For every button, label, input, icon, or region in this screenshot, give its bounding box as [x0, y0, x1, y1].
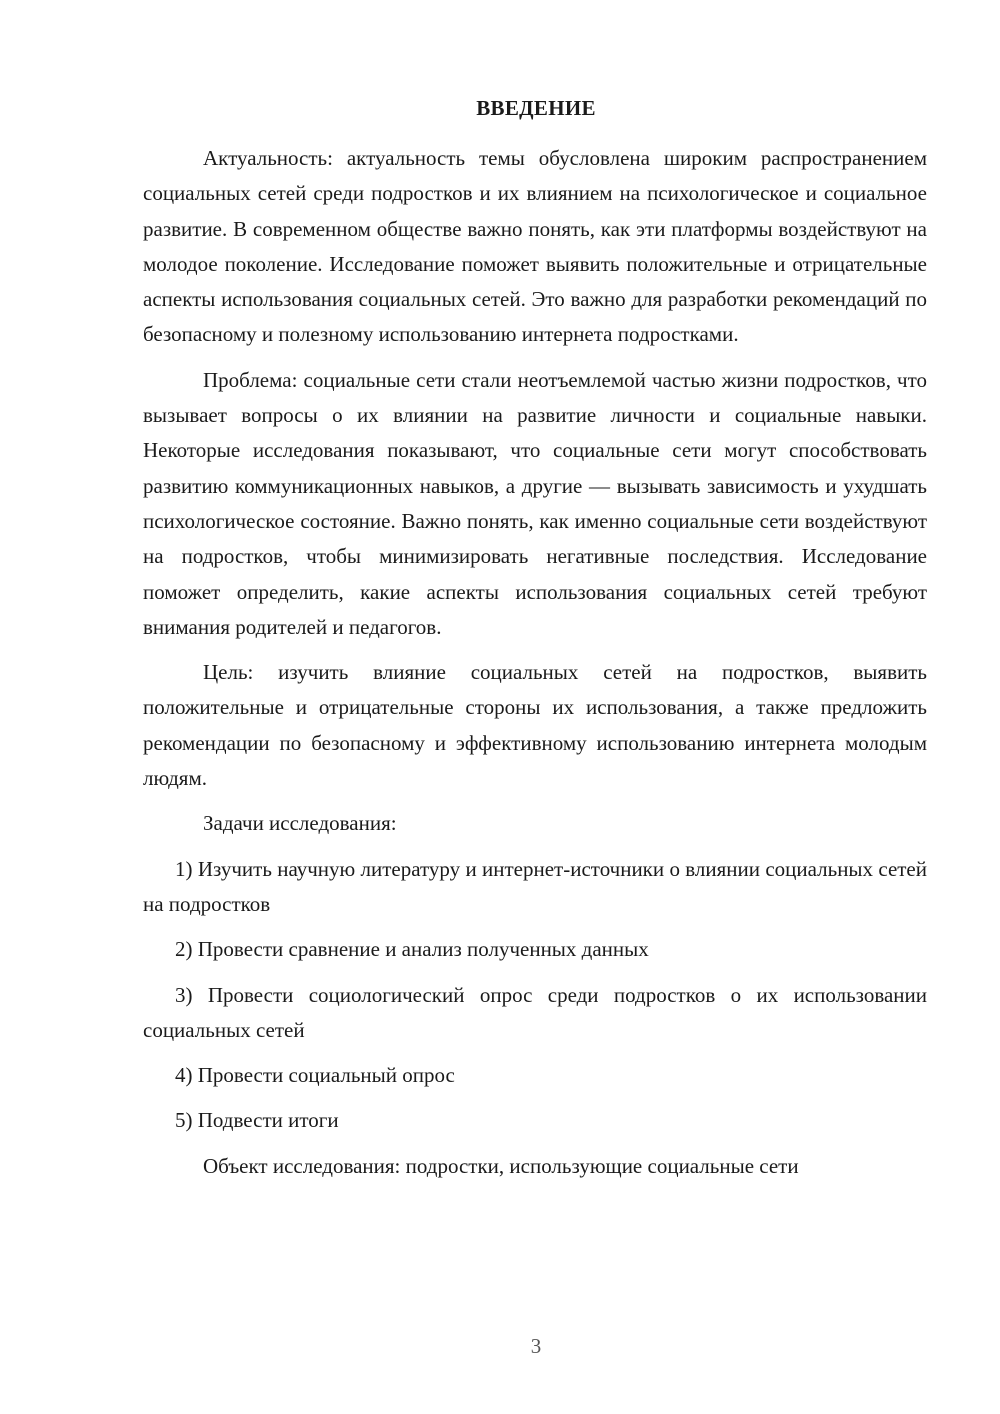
page-title: ВВЕДЕНИЕ [476, 96, 596, 120]
tasks-heading: Задачи исследования: [203, 811, 397, 836]
task-item-1: 1) Изучить научную литературу и интернет-источники о влиянии социальных сетей на подростков [143, 856, 927, 916]
paragraph-goal: Цель: изучить влияние социальных сетей на подростков, выявить положительные и отрицательные стороны их использования, а также предложить рекомендации по безопасному и эффективному использованию интернета молодым людям. [143, 660, 927, 791]
task-item-3: 3) Провести социологический опрос среди подростков о их использовании социальных сетей [143, 982, 927, 1042]
task-item-4: 4) Провести социальный опрос [175, 1063, 455, 1088]
paragraph-problem: Проблема: социальные сети стали неотъемлемой частью жизни подростков, что вызывает вопросы о их влиянии на развитие личности и социальные навыки. Некоторые исследования показывают, что социальные сети могут способствовать развитию коммуникационных навыков, а другие — вызывать зависимость и ухудшать психологическое состояние. Важно понять, как именно социальные сети воздействуют на подростков, чтобы минимизировать негативные последствия. Исследование поможет определить, какие аспекты использования социальных сетей требуют внимания родителей и педагогов. [143, 367, 927, 639]
document-body [143, 141, 927, 1194]
task-item-2: 2) Провести сравнение и анализ полученных данных [175, 937, 649, 962]
page-number: 3 [530, 1334, 542, 1358]
task-item-5: 5) Подвести итоги [175, 1108, 339, 1133]
paragraph-object: Объект исследования: подростки, использующие социальные сети [203, 1153, 799, 1178]
paragraph-relevance: Актуальность: актуальность темы обусловлена широким распространением социальных сетей среди подростков и их влиянием на психологическое и социальное развитие. В современном обществе важно понять, как эти платформы воздействуют на молодое поколение. Исследование поможет выявить положительные и отрицательные аспекты использования социальных сетей. Это важно для разработки рекомендаций по безопасному и полезному использованию интернета подростками. [143, 146, 927, 347]
